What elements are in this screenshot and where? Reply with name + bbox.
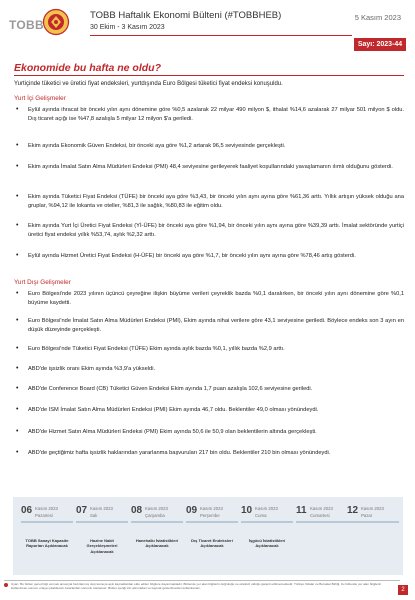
calendar-day-number: 11: [296, 505, 307, 516]
page-header: [0, 0, 415, 56]
section-divider: [14, 75, 404, 76]
calendar-event: İşgücü İstatistikleri Açıklanacak: [248, 538, 286, 549]
calendar-weekday: Pazartesi: [35, 513, 53, 518]
domestic-item: Eylül ayında Hizmet Üretici Fiyat Endeksi (H-ÜFE) bir önceki aya göre %1,7, bir önceki yılın aynı ayına göre %78,46 artış gösterdi.: [28, 253, 356, 259]
bullet-icon: •: [16, 252, 19, 259]
bulletin-title: TOBB Haftalık Ekonomi Bülteni (#TOBBHEB): [90, 10, 282, 21]
calendar-day: [296, 505, 348, 523]
calendar-day: [347, 505, 399, 523]
calendar-event: Dış Ticaret Endeksleri Açıklanacak: [191, 538, 233, 549]
bullet-icon: •: [16, 406, 19, 413]
foreign-item: ABD'de ISM İmalat Satın Alma Müdürleri Endeksi (PMI) Ekim ayında 46,7 oldu. Beklentiler 49,0 olması yönündeydi.: [28, 407, 319, 413]
bullet-icon: •: [16, 345, 19, 352]
domestic-heading: Yurt İçi Gelişmeler: [14, 95, 66, 102]
calendar-weekday: Cuma: [255, 513, 267, 518]
calendar-event: TOBB Sanayi Kapasite Raporları Açıklanacak: [25, 538, 69, 549]
calendar-weekday: Çarşamba: [145, 513, 165, 518]
calendar-month: Kasım 2023: [90, 506, 113, 511]
calendar-day-number: 09: [186, 505, 198, 516]
section-title: Ekonomide bu hafta ne oldu?: [14, 62, 161, 74]
calendar-day-number: 08: [131, 505, 143, 516]
foreign-item: Euro Bölgesi'nde İmalat Satın Alma Müdürleri Endeksi (PMI), Ekim ayında nihai verilere göre 43,1 seviyesine geriledi. Böylece endeks son 3 ayın en düşük düzeyinde gerçekleşti.: [28, 318, 404, 333]
tobb-logo-text: TOBB: [9, 18, 44, 32]
bullet-icon: •: [16, 365, 19, 372]
calendar-month: Kasım 2023: [35, 506, 58, 511]
header-divider: [90, 35, 352, 36]
calendar-month: Kasım 2023: [255, 506, 278, 511]
bullet-icon: •: [16, 428, 19, 435]
bullet-icon: •: [16, 290, 19, 297]
bulletin-date: 5 Kasım 2023: [354, 13, 401, 22]
foreign-heading: Yurt Dışı Gelişmeler: [14, 279, 71, 286]
bullet-icon: •: [16, 222, 19, 229]
calendar-day: [241, 505, 293, 523]
foreign-item: ABD'de geçtiğimiz hafta işsizlik haklarından yararlanma başvuruları 217 bin oldu. Beklentiler 210 bin olması yönündeydi.: [28, 450, 331, 456]
domestic-item: Ekim ayında Yurt İçi Üretici Fiyat Endeksi (Yİ-ÜFE) bir önceki aya göre %1,94, bir önceki yılın aynı ayına göre %39,39 arttı. İmalat sektöründe yurtiçi üretici fiyat endeksi yıllık %53,74, aylık %2,32 arttı.: [28, 223, 404, 238]
calendar-weekday: Perşembe: [200, 513, 220, 518]
calendar-day-number: 10: [241, 505, 253, 516]
foreign-item: ABD'de işsizlik oranı Ekim ayında %3,9'a yükseldi.: [28, 366, 156, 372]
warning-icon: [4, 583, 8, 587]
calendar-month: Kasım 2023: [145, 506, 168, 511]
calendar-month: Kasım 2023: [200, 506, 223, 511]
tobb-emblem-icon: [42, 8, 70, 36]
calendar-event: Hazine Nakit Gerçekleşmeleri Açıklanacak: [86, 538, 118, 554]
bullet-icon: •: [16, 317, 19, 324]
calendar-day: [186, 505, 238, 523]
foreign-item: Euro Bölgesi'nde 2023 yılının üçüncü çeyreğine ilişkin büyüme verileri çeyreklik bazda %0,1 daralırken, bir önceki yılın aynı dönemine göre %0,1 büyüme kaydetti.: [28, 291, 404, 306]
calendar-weekday: Pazar: [361, 513, 373, 518]
calendar-day: [21, 505, 73, 523]
bullet-icon: •: [16, 163, 19, 170]
bullet-icon: •: [16, 142, 19, 149]
foreign-item: ABD'de Hizmet Satın Alma Müdürleri Endeksi (PMI) Ekim ayında 50,6 ile 50,9 olan beklentilerin altında gerçekleşti.: [28, 429, 317, 435]
domestic-item: Ekim ayında İmalat Satın Alma Müdürleri Endeksi (PMI) 48,4 seviyesine gerileyerek faaliyet koşullarındaki yavaşlamanın ılımlı olduğunu gösterdi.: [28, 164, 393, 170]
bullet-icon: •: [16, 385, 19, 392]
footer-divider: [4, 580, 400, 581]
calendar-month: Kasım 2023: [361, 506, 384, 511]
foreign-item: ABD'de Conference Board (CB) Tüketici Güven Endeksi Ekim ayında 1,7 puan azalışla 102,6 seviyesine geriledi.: [28, 386, 313, 392]
footer-disclaimer: Uyarı: Bu bülten genel bilgi vermek amacıyla hazırlanmış olup kamuya açık kaynaklardan elde edilen bilgilere dayanmaktadır. Bültende yer alan bilgilerin doğruluğu ve eksiksiz olduğu garanti edilmemektedir. Türkiye Odalar ve Borsalar Birliği, bu bültende yer alan bilgilerin kullanılması sonucu ortaya çıkabilecek zararlardan sorumlu tutulamaz. Bülten içeriği izin alınmadan ve kaynak gösterilmeden kullanılamaz.: [11, 582, 382, 591]
calendar-day: [131, 505, 183, 523]
bullet-icon: •: [16, 449, 19, 456]
bullet-icon: •: [16, 193, 19, 200]
domestic-item: Ekim ayında Tüketici Fiyat Endeksi (TÜFE) bir önceki aya göre %3,43, bir önceki yılın aynı ayına göre %61,36 arttı. Yıllık artışın yüksek olduğu ana gruplar, %94,12 ile lokanta ve oteller, %81,3 ile sağlık, %80,83 ile eğitim oldu.: [28, 194, 404, 209]
domestic-item: Eylül ayında ihracat bir önceki yılın aynı dönemine göre %0,5 azalarak 22 milyar 490 milyon $, ithalat %14,6 azalarak 27 milyar 501 milyon $ oldu. Dış ticaret açığı ise %47,8 azalışla 5 milyar 12 milyon $'a geriledi.: [28, 107, 404, 122]
calendar-day-number: 07: [76, 505, 88, 516]
calendar-weekday: Cumartesi: [310, 513, 330, 518]
page-number: 2: [398, 585, 408, 595]
calendar-event: Hanehalkı İstatistikleri Açıklanacak: [135, 538, 179, 549]
calendar-month: Kasım 2023: [310, 506, 333, 511]
calendar-day-number: 12: [347, 505, 359, 516]
intro-text: Yurtiçinde tüketici ve üretici fiyat endeksleri, yurtdışında Euro Bölgesi tüketici fiyat endeksi konuşuldu.: [14, 81, 283, 87]
weekly-calendar: [13, 497, 403, 575]
foreign-item: Euro Bölgesi'nde Tüketici Fiyat Endeksi (TÜFE) Ekim ayında aylık bazda %0,1, yıllık bazda %2,9 arttı.: [28, 346, 285, 352]
bullet-icon: •: [16, 106, 19, 113]
bulletin-date-range: 30 Ekim - 3 Kasım 2023: [90, 24, 165, 31]
calendar-day: [76, 505, 128, 523]
calendar-day-number: 06: [21, 505, 33, 516]
calendar-weekday: Salı: [90, 513, 98, 518]
issue-badge: Sayı: 2023-44: [354, 38, 406, 51]
domestic-item: Ekim ayında Ekonomik Güven Endeksi, bir önceki aya göre %1,2 artarak 96,5 seviyesinde gerçekleşti.: [28, 143, 286, 149]
